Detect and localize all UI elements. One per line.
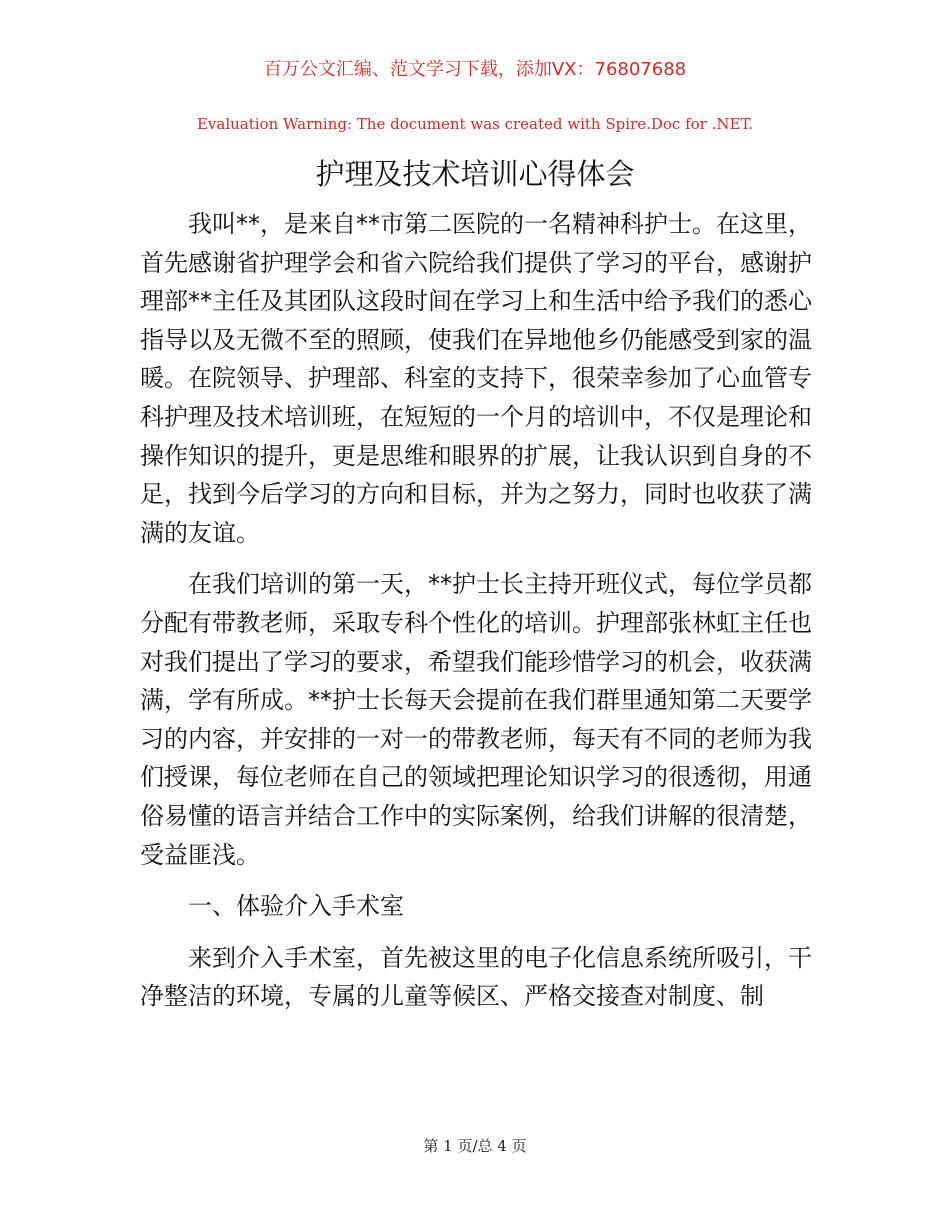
paragraph-intro: 我叫**，是来自**市第二医院的一名精神科护士。在这里，首先感谢省护理学会和省六院给我们提供了学习的平台，感谢护理部**主任及其团队这段时间在学习上和生活中给予我们的悉心指导以及无微不至的照顾，使我们在异地他乡仍能感受到家的温暖。在院领导、护理部、科室的支持下，很荣幸参加了心血管专科护理及技术培训班，在短短的一个月的培训中，不仅是理论和操作知识的提升，更是思维和眼界的扩展，让我认识到自身的不足，找到今后学习的方向和目标，并为之努力，同时也收获了满满的友谊。	[140, 210, 812, 547]
paragraph-first-day: 在我们培训的第一天，**护士长主持开班仪式，每位学员都分配有带教老师，采取专科个性化的培训。护理部张林虹主任也对我们提出了学习的要求，希望我们能珍惜学习的机会，收获满满，学有所成。**护士长每天会提前在我们群里通知第二天要学习的内容，并安排的一对一的带教老师，每天有不同的老师为我们授课，每位老师在自己的领域把理论知识学习的很透彻，用通俗易懂的语言并结合工作中的实际案例，给我们讲解的很清楚，受益匪浅。	[140, 570, 812, 869]
section-heading: 一、体验介入手术室	[188, 892, 404, 921]
evaluation-warning: Evaluation Warning: The document was created with Spire.Doc for .NET.	[196, 115, 754, 133]
document-body	[140, 205, 812, 1029]
page-number: 第 1 页/总 4 页	[423, 1137, 527, 1155]
document-title: 护理及技术培训心得体会	[315, 157, 635, 191]
promo-header: 百万公文汇编、范文学习下载，添加VX：76807688	[263, 59, 687, 80]
paragraph-section-1: 来到介入手术室，首先被这里的电子化信息系统所吸引，干净整洁的环境，专属的儿童等候区、严格交接查对制度、制	[140, 943, 812, 1011]
